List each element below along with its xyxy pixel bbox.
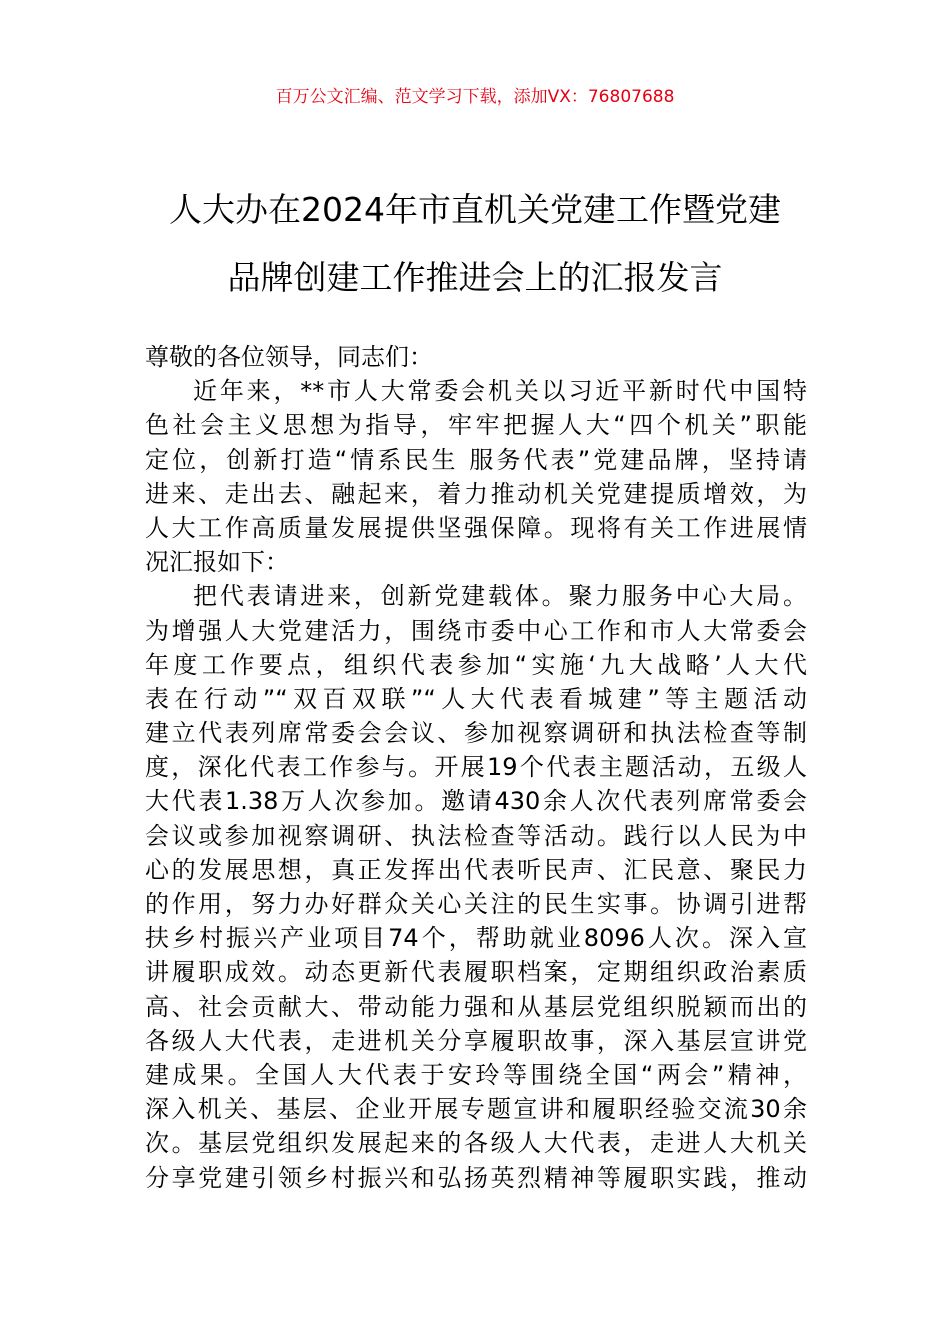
document-title	[130, 176, 820, 312]
paragraph-line: 次。基层党组织发展起来的各级人大代表，走进人大机关	[145, 1129, 807, 1158]
paragraph-line: 心的发展思想，真正发挥出代表听民声、汇民意、聚民力	[145, 855, 807, 884]
paragraph-line: 分享党建引领乡村振兴和弘扬英烈精神等履职实践，推动	[145, 1163, 807, 1192]
paragraph-line: 年度工作要点，组织代表参加“实施‘九大战略’人大代	[145, 650, 807, 679]
paragraph-line: 的作用，努力办好群众关心关注的民生实事。协调引进帮	[145, 890, 807, 918]
paragraph-line: 各级人大代表，走进机关分享履职故事，深入基层宣讲党	[145, 1026, 807, 1055]
title-line-2: 品牌创建工作推进会上的汇报发言	[227, 258, 723, 297]
paragraph-line: 为增强人大党建活力，围绕市委中心工作和市人大常委会	[145, 616, 807, 645]
paragraph-line: 建立代表列席常委会会议、参加视察调研和执法检查等制	[145, 719, 807, 748]
paragraph-line: 况汇报如下：	[145, 548, 289, 577]
paragraph-line: 扶乡村振兴产业项目74个，帮助就业8096人次。深入宣	[145, 924, 807, 953]
paragraph-line: 大代表1.38万人次参加。邀请430余人次代表列席常委会	[145, 787, 807, 816]
download-promo-note: 百万公文汇编、范文学习下载，添加VX：76807688	[275, 87, 675, 107]
document-body	[145, 340, 807, 1195]
paragraph-line: 表在行动”“双百双联”“人大代表看城建”等主题活动	[145, 684, 807, 713]
paragraph-line: 讲履职成效。动态更新代表履职档案，定期组织政治素质	[145, 958, 807, 987]
paragraph-line: 定位，创新打造“情系民生 服务代表”党建品牌，坚持请	[145, 445, 807, 474]
title-line-1: 人大办在2024年市直机关党建工作暨党建	[169, 190, 781, 229]
paragraph-line: 高、社会贡献大、带动能力强和从基层党组织脱颖而出的	[145, 992, 807, 1021]
paragraph-line: 会议或参加视察调研、执法检查等活动。践行以人民为中	[145, 821, 807, 850]
paragraph-line: 进来、走出去、融起来，着力推动机关党建提质增效，为	[145, 479, 807, 508]
paragraph-line: 色社会主义思想为指导，牢牢把握人大“四个机关”职能	[145, 411, 807, 440]
paragraph-line: 人大工作高质量发展提供坚强保障。现将有关工作进展情	[145, 513, 807, 542]
paragraph-invite-representatives	[145, 579, 807, 1194]
salutation: 尊敬的各位领导，同志们：	[145, 343, 433, 371]
paragraph-line: 近年来，**市人大常委会机关以习近平新时代中国特	[193, 377, 807, 406]
paragraph-intro	[145, 374, 807, 579]
paragraph-line: 建成果。全国人大代表于安玲等围绕全国“两会”精神，	[145, 1060, 807, 1089]
paragraph-line: 深入机关、基层、企业开展专题宣讲和履职经验交流30余	[145, 1095, 807, 1124]
paragraph-line: 把代表请进来，创新党建载体。聚力服务中心大局。	[193, 582, 807, 611]
paragraph-line: 度，深化代表工作参与。开展19个代表主题活动，五级人	[145, 753, 807, 782]
